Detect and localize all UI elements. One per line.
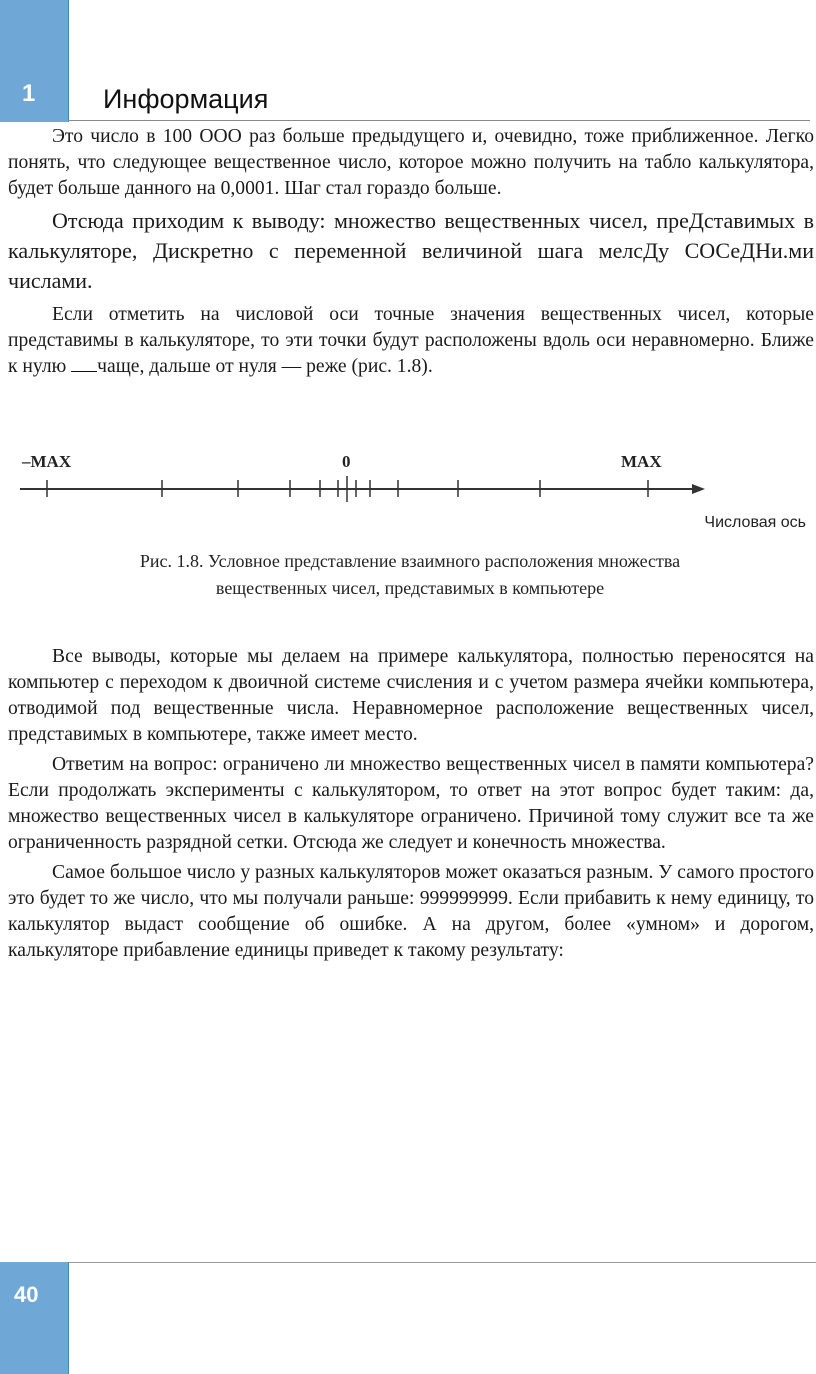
figure-caption [40,548,780,602]
paragraph-part: чаще, дальше от нуля — реже (рис. 1.8). [97,356,433,377]
paragraph: Все выводы, которые мы делаем на примере калькулятора, полностью переносятся на компьютер с переходом к двоичной системе счисления и с учетом размера ячейки компьютера, отводимой под вещественные числа. Неравномерное расположение вещественных чисел, представимых в компьютере, также имеет место. [8,646,814,745]
blank-line [71,357,97,372]
paragraph: Это число в 100 ООО раз больше предыдущего и, очевидно, тоже приближенное. Легко понять, что следующее вещественное число, которое можно получить на табло калькулятора, будет больше данного на 0,0001. Шаг стал гораздо больше. [8,126,814,199]
label-max: MAX [621,452,662,471]
figure-caption-line: Рис. 1.8. Условное представление взаимного расположения множества [139,551,681,571]
paragraph [8,302,814,380]
body-text-top [8,124,814,380]
paragraph: Самое большое число у разных калькуляторов может оказаться разным. У самого простого это будет то же число, что мы получали раньше: 999999999. Если прибавить к нему единицу, то калькулятор выдаст сообщение об ошибке. А на другом, более «умном» и дорогом, калькуляторе прибавление единицы приведет к такому результату: [8,862,814,961]
axis-arrow-icon [692,484,705,494]
label-zero: 0 [342,452,351,471]
number-axis [0,470,816,530]
paragraph-part: Если отметить на числовой оси точные значения вещественных чисел, которые представимы в калькуляторе, то эти точки будут расположены вдоль оси неравномерно. Ближе к нулю [8,304,814,377]
body-text-bottom [8,644,814,964]
header-divider [68,120,810,121]
chapter-tab [0,0,69,122]
chapter-number: 1 [22,80,36,107]
paragraph: Ответим на вопрос: ограничено ли множество вещественных чисел в памяти компьютера? Если продолжать эксперименты с калькулятором, то ответ на этот вопрос будет таким: да, множество вещественных чисел в калькуляторе ограничено. Причиной тому служит все та же ограниченность разрядной сетки. Отсюда же следует и конечность множества. [8,754,814,853]
label-neg-max: –MAX [22,452,72,471]
page-number: 40 [14,1282,39,1307]
section-title: Информация [103,84,269,114]
footer-divider [68,1262,816,1263]
figure-caption-line: вещественных чисел, представимых в компьютере [215,578,605,598]
axis-caption: Числовая ось [704,514,806,531]
page-number-tab [0,1262,69,1374]
paragraph-conclusion: Отсюда приходим к выводу: множество вещественных чисел, преДставимых в калькуляторе, Дискретно с переменной величиной шага мелсДу СОСеДНи.ми числами. [8,208,814,293]
